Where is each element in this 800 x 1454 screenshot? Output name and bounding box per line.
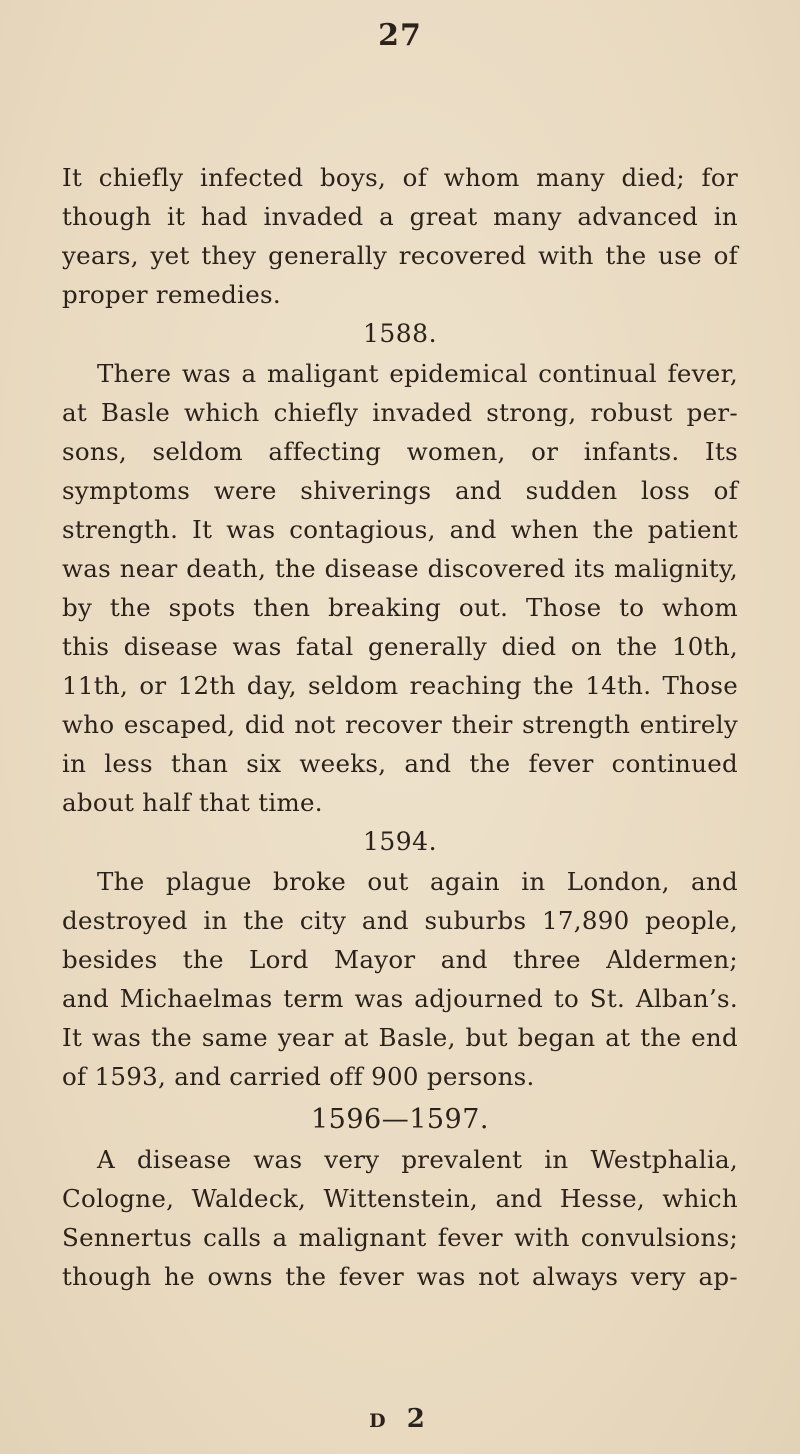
section-heading: 1596—1597. <box>310 1104 489 1135</box>
paragraph-continuation <box>62 158 738 314</box>
signature-letter: D <box>369 1410 392 1432</box>
page-body <box>62 158 738 1296</box>
text-line: sons, seldom affecting women, or infants. Its <box>62 437 738 466</box>
signature-number: 2 <box>406 1404 431 1434</box>
text-line: 11th, or 12th day, seldom reaching the 14th. Those <box>62 671 738 700</box>
page-number: 27 <box>378 18 422 53</box>
section-heading: 1594. <box>362 827 438 856</box>
text-line: and Michaelmas term was adjourned to St. Alban’s. <box>62 984 738 1013</box>
text-line: years, yet they generally recovered with the use of <box>62 241 738 270</box>
text-line: though he owns the fever was not always very ap- <box>62 1262 738 1291</box>
text-line: A disease was very prevalent in Westphalia, <box>97 1145 738 1174</box>
text-line: though it had invaded a great many advanced in <box>62 202 738 231</box>
section-1594 <box>62 822 738 1096</box>
text-line: destroyed in the city and suburbs 17,890 people, <box>62 906 738 935</box>
text-line: about half that time. <box>62 788 323 817</box>
text-line: was near death, the disease discovered its malignity, <box>62 554 738 583</box>
section-heading: 1588. <box>362 319 438 348</box>
text-line: symptoms were shiverings and sudden loss of <box>62 476 738 505</box>
section-1588 <box>62 314 738 822</box>
text-line: of 1593, and carried off 900 persons. <box>62 1062 535 1091</box>
section-1596-1597 <box>62 1096 738 1296</box>
text-line: in less than six weeks, and the fever continued <box>62 749 738 778</box>
text-line: It chiefly infected boys, of whom many died; for <box>62 163 738 192</box>
printer-signature-mark <box>62 1404 738 1434</box>
text-line: besides the Lord Mayor and three Aldermen; <box>62 945 738 974</box>
text-line: at Basle which chiefly invaded strong, robust per- <box>62 398 738 427</box>
text-line: proper remedies. <box>62 280 281 309</box>
text-line: this disease was fatal generally died on the 10th, <box>62 632 738 661</box>
text-line: by the spots then breaking out. Those to whom <box>62 593 738 622</box>
text-line: The plague broke out again in London, and <box>97 867 738 896</box>
text-line: strength. It was contagious, and when the patient <box>62 515 738 544</box>
text-line: who escaped, did not recover their strength entirely <box>62 710 738 739</box>
text-line: There was a maligant epidemical continual fever, <box>97 359 738 388</box>
text-line: It was the same year at Basle, but began at the end <box>62 1023 738 1052</box>
text-line: Sennertus calls a malignant fever with convulsions; <box>62 1223 738 1252</box>
text-line: Cologne, Waldeck, Wittenstein, and Hesse, which <box>62 1184 738 1213</box>
